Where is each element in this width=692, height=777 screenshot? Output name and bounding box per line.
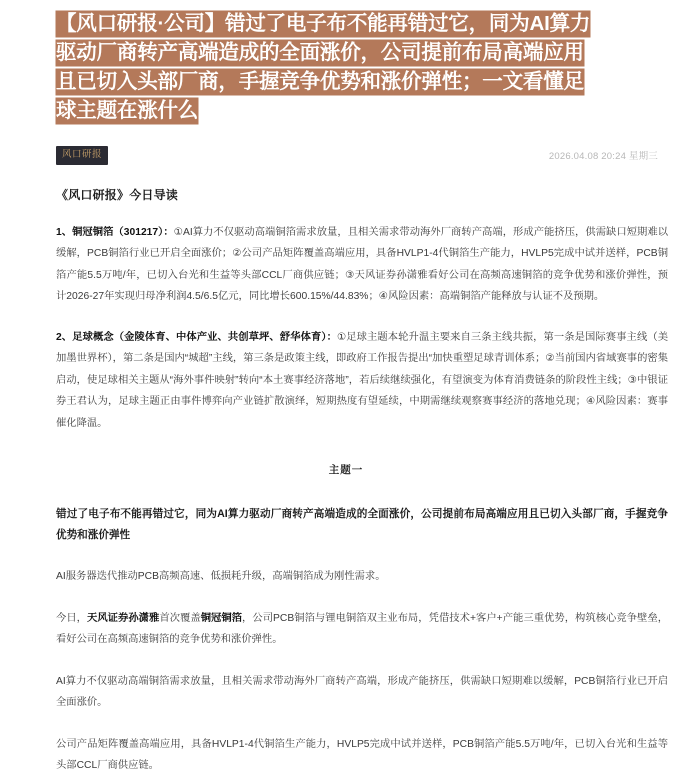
digest-item-text: ①AI算力不仅驱动高端铜箔需求放量，且相关需求带动海外厂商转产高端，形成产能挤压，供需缺口短期难以缓解，PCB铜箔行业已开启全面涨价；②公司产品矩阵覆盖高端应用，具备HVLP1-4代铜箔生产能力，HVLP5完成中试并送样，PCB铜箔产能5.5万吨/年，已切入台光和生益等头部CCL厂商供应链；③天风证券孙潇雅看好公司在高频高速铜箔的竞争优势和涨价弹性，预计2026-27年实现归母净利润4.5/6.5亿元，同比增长600.15%/44.83%；④风险因素：高端铜箔产能释放与认证不及预期。 [56,226,669,302]
body-paragraph [0,566,692,588]
digest-list [0,222,692,435]
body-paragraph [0,608,692,651]
article-title [0,0,692,125]
article-title-line-4: 球主题在涨什么 [56,99,199,122]
body-text-run: AI算力不仅驱动高端铜箔需求放量，且相关需求带动海外厂商转产高端，形成产能挤压，供需缺口短期难以缓解，PCB铜箔行业已开启全面涨价。 [56,675,668,708]
section-title: 主题一 [328,464,364,476]
article-title-line-1: 【风口研报·公司】错过了电子布不能再错过它，同为AI算力 [56,12,591,35]
body-text-run: 公司产品矩阵覆盖高端应用，具备HVLP1-4代铜箔生产能力，HVLP5完成中试并送样，PCB铜箔产能5.5万吨/年，已切入台光和生益等头部CCL厂商供应链。 [56,738,668,771]
digest-lead-heading: 《风口研报》今日导读 [56,187,179,202]
publish-timestamp: 2026.04.08 20:24 星期三 [548,151,658,163]
section-body [0,566,692,777]
article-title-line-3: 且已切入头部厂商，手握竞争优势和涨价弹性；一文看懂足 [56,70,584,93]
category-tag-badge[interactable]: 风口研报 [56,146,108,165]
body-text-run: ，公司PCB铜箔与锂电铜箔双主业布局，凭借技术+客户+产能三重优势，构筑核心竞争壁垒，看好公司在高频高速铜箔的竞争优势和涨价弹性。 [56,612,669,645]
body-text-run: 首次覆盖 [159,612,201,624]
digest-item [56,222,668,308]
body-paragraph [0,671,692,714]
body-text-emphasis: 天风证券孙潇雅 [87,612,160,624]
body-text-run: AI服务器迭代推动PCB高频高速、低损耗升级，高端铜箔成为刚性需求。 [56,571,386,582]
body-text-emphasis: 铜冠铜箔 [200,612,243,624]
article-meta-row [0,146,692,165]
digest-item-label: 2、足球概念（金陵体育、中体产业、共创草坪、舒华体育）： [56,331,337,343]
article-title-line-2: 驱动厂商转产高端造成的全面涨价，公司提前布局高端应用 [56,41,584,64]
digest-item-text: ①足球主题本轮升温主要来自三条主线共振，第一条是国际赛事主线（美加墨世界杯），第二条是国内“城超”主线，第三条是政策主线，即政府工作报告提出“加快重塑足球青训体系；②当前国内省域赛事的密集启动，使足球相关主题从“海外事件映射”转向“本土赛事经济落地”，若后续继续强化，有望演变为体育消费链条的阶段性主线；③中银证券王君认为，足球主题正由事件博弈向产业链扩散演绎，短期热度有望延续，中期需继续观察赛事经济的落地兑现；④风险因素：赛事催化降温。 [56,331,668,429]
body-paragraph [0,734,692,777]
body-text-run: 今日， [56,612,88,624]
digest-item-label: 1、铜冠铜箔（301217）： [56,226,174,238]
section-heading: 错过了电子布不能再错过它，同为AI算力驱动厂商转产高端造成的全面涨价，公司提前布局高端应用且已切入头部厂商，手握竞争优势和涨价弹性 [56,508,668,541]
digest-item [56,327,668,435]
